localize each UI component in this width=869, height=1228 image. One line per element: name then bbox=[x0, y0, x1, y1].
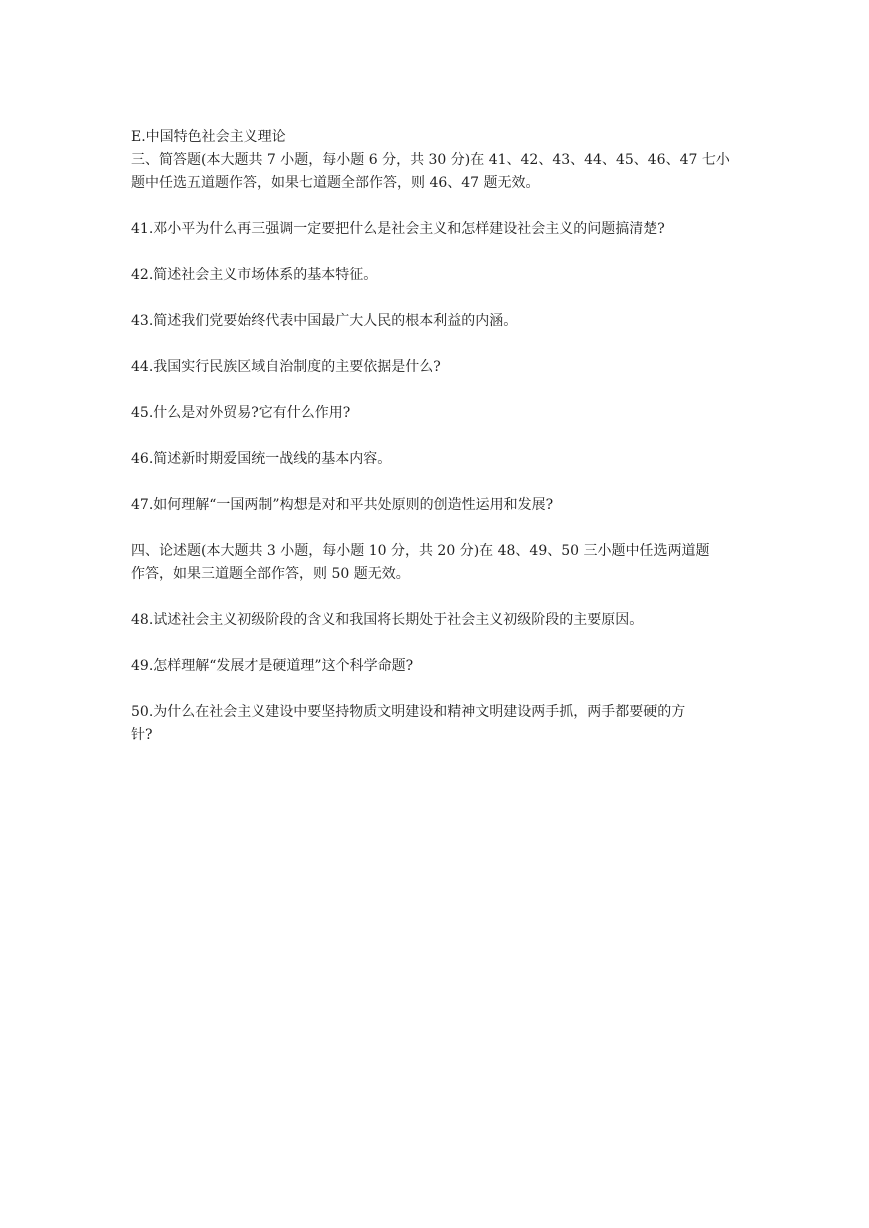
section-4-heading-line-2: 作答，如果三道题全部作答，则 50 题无效。 bbox=[131, 566, 410, 582]
question-43: 43.简述我们党要始终代表中国最广大人民的根本利益的内涵。 bbox=[131, 313, 518, 329]
question-50-line-2: 针? bbox=[131, 727, 153, 743]
question-45: 45.什么是对外贸易?它有什么作用? bbox=[131, 405, 351, 421]
section-3-heading-line-1: 三、简答题(本大题共 7 小题，每小题 6 分，共 30 分)在 41、42、43、44、45、46、47 七小 bbox=[131, 152, 730, 168]
question-49: 49.怎样理解“发展才是硬道理”这个科学命题? bbox=[131, 658, 414, 674]
question-44: 44.我国实行民族区域自治制度的主要依据是什么? bbox=[131, 359, 441, 375]
option-e: E.中国特色社会主义理论 bbox=[131, 129, 286, 145]
question-50-line-1: 50.为什么在社会主义建设中要坚持物质文明建设和精神文明建设两手抓，两手都要硬的方 bbox=[131, 704, 686, 720]
question-47: 47.如何理解“一国两制”构想是对和平共处原则的创造性运用和发展? bbox=[131, 497, 554, 513]
section-3-heading-line-2: 题中任选五道题作答，如果七道题全部作答，则 46、47 题无效。 bbox=[131, 175, 540, 191]
question-42: 42.简述社会主义市场体系的基本特征。 bbox=[131, 267, 378, 283]
document-content bbox=[131, 126, 751, 747]
section-4-heading-line-1: 四、论述题(本大题共 3 小题，每小题 10 分，共 20 分)在 48、49、50 三小题中任选两道题 bbox=[131, 543, 710, 559]
question-46: 46.简述新时期爱国统一战线的基本内容。 bbox=[131, 451, 392, 467]
question-41: 41.邓小平为什么再三强调一定要把什么是社会主义和怎样建设社会主义的问题搞清楚? bbox=[131, 221, 665, 237]
section-4 bbox=[131, 540, 751, 747]
section-3 bbox=[131, 149, 751, 517]
question-48: 48.试述社会主义初级阶段的含义和我国将长期处于社会主义初级阶段的主要原因。 bbox=[131, 612, 644, 628]
